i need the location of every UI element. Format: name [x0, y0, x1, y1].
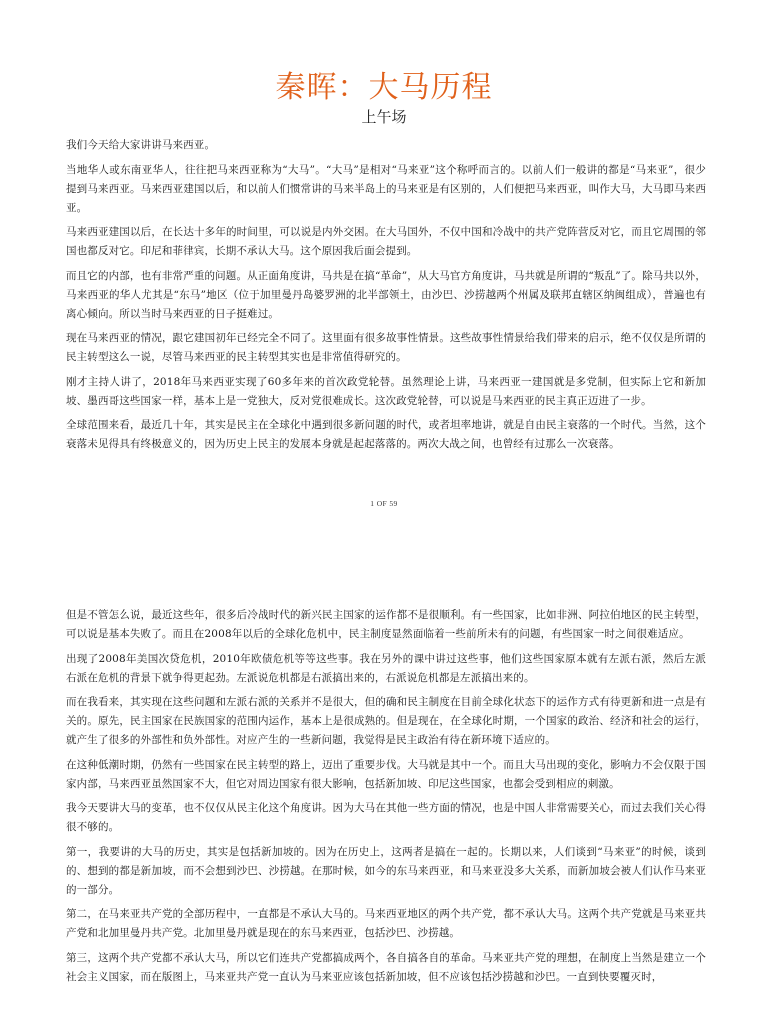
document-subtitle: 上午场 — [361, 108, 407, 126]
paragraph: 第一，我要讲的大马的历史，其实是包括新加坡的。因为在历史上，这两者是搞在一起的。长期以来，人们谈到“马来亚”的时候，谈到的、想到的都是新加坡，而不会想到沙巴、沙捞越。在那时候，如今的东马来西亚，和马来亚没多大关系，而新加坡会被人们认作马来亚的一部分。 — [66, 845, 706, 896]
paragraph: 当地华人或东南亚华人，往往把马来西亚称为“大马”。“大马”是相对“马来亚”这个称呼而言的。以前人们一般讲的都是“马来亚”，很少提到马来西亚。马来西亚建国以后，和以前人们惯常讲的马来半岛上的马来亚是有区别的，人们便把马来西亚，叫作大马，大马即马来西亚。 — [66, 163, 706, 214]
paragraph: 刚才主持人讲了，2018年马来西亚实现了60多年来的首次政党轮替。虽然理论上讲，马来西亚一建国就是多党制，但实际上它和新加坡、墨西哥这些国家一样，基本上是一党独大，反对党很难成长。这次政党轮替，可以说是马来西亚的民主真正迈进了一步。 — [66, 375, 706, 407]
paragraph: 马来西亚建国以后，在长达十多年的时间里，可以说是内外交困。在大马国外，不仅中国和冷战中的共产党阵营反对它，而且它周围的邻国也都反对它。印尼和菲律宾，长期不承认大马。这个原因我后面会提到。 — [66, 226, 706, 257]
paragraph: 但是不管怎么说，最近这些年，很多后冷战时代的新兴民主国家的运作都不是很顺利。有一些国家，比如非洲、阿拉伯地区的民主转型，可以说是基本失败了。而且在2008年以后的全球化危机中，民主制度显然面临着一些前所未有的问题，有些国家一时之间很难适应。 — [66, 609, 706, 640]
page-number: 1 OF 59 — [370, 499, 398, 508]
paragraph: 全球范围来看，最近几十年，其实是民主在全球化中遇到很多新问题的时代，或者坦率地讲，就是自由民主衰落的一个时代。当然，这个衰落未见得具有终极意义的，因为历史上民主的发展本身就是起起落落的。两次大战之间，也曾经有过那么一次衰落。 — [66, 419, 706, 450]
paragraph: 出现了2008年美国次贷危机，2010年欧债危机等等这些事。我在另外的课中讲过这些事，他们这些国家原本就有左派右派，然后左派右派在危机的背景下就争得更起劲。左派说危机都是右派搞出来的，右派说危机都是左派搞出来的。 — [66, 652, 706, 684]
document-title: 秦晖：大马历程 — [275, 70, 493, 105]
page-2-body — [66, 606, 706, 992]
paragraph: 现在马来西亚的情况，跟它建国初年已经完全不同了。这里面有很多故事性情景。这些故事性情景给我们带来的启示，绝不仅仅是所谓的民主转型这么一说，尽管马来西亚的民主转型其实也是非常值得研究的。 — [66, 332, 706, 363]
paragraph: 我今天要讲大马的变革，也不仅仅从民主化这个角度讲。因为大马在其他一些方面的情况，也是中国人非常需要关心，而过去我们关心得很不够的。 — [66, 802, 706, 833]
paragraph: 我们今天给大家讲讲马来西亚。 — [66, 139, 216, 151]
page-1-body — [66, 136, 706, 460]
paragraph: 而且它的内部，也有非常严重的问题。从正面角度讲，马共是在搞“革命”，从大马官方角度讲，马共就是所谓的“叛乱”了。除马共以外，马来西亚的华人尤其是“东马”地区（位于加里曼丹岛婆罗洲的北半部领土，由沙巴、沙捞越两个州属及联邦直辖区纳闽组成），普遍也有离心倾向。所以当时马来西亚的日子挺难过。 — [66, 269, 706, 320]
paragraph: 而在我看来，其实现在这些问题和左派右派的关系并不是很大，但的确和民主制度在目前全球化状态下的运作方式有待更新和进一点是有关的。原先，民主国家在民族国家的范围内运作，基本上是很成熟的。但是现在，在全球化时期，一个国家的政治、经济和社会的运行，就产生了很多的外部性和负外部性。对应产生的一些新问题，我觉得是民主政治有待在新环境下适应的。 — [66, 696, 706, 746]
paragraph: 在这种低潮时期，仍然有一些国家在民主转型的路上，迈出了重要步伐。大马就是其中一个。而且大马出现的变化，影响力不会仅限于国家内部，马来西亚虽然国家不大，但它对周边国家有很大影响，包括新加坡、印尼这些国家，也都会受到相应的刺激。 — [66, 758, 706, 790]
paragraph: 第二，在马来亚共产党的全部历程中，一直都是不承认大马的。马来西亚地区的两个共产党，都不承认大马。这两个共产党就是马来亚共产党和北加里曼丹共产党。北加里曼丹就是现在的东马来西亚，包括沙巴、沙捞越。 — [66, 908, 706, 939]
paragraph: 第三，这两个共产党都不承认大马，所以它们连共产党都搞成两个，各自搞各自的革命。马来亚共产党的理想，在制度上当然是建立一个社会主义国家，而在版图上，马来亚共产党一直认为马来亚应该包括新加坡，但不应该包括沙捞越和沙巴。一直到快要覆灭时， — [66, 951, 706, 983]
